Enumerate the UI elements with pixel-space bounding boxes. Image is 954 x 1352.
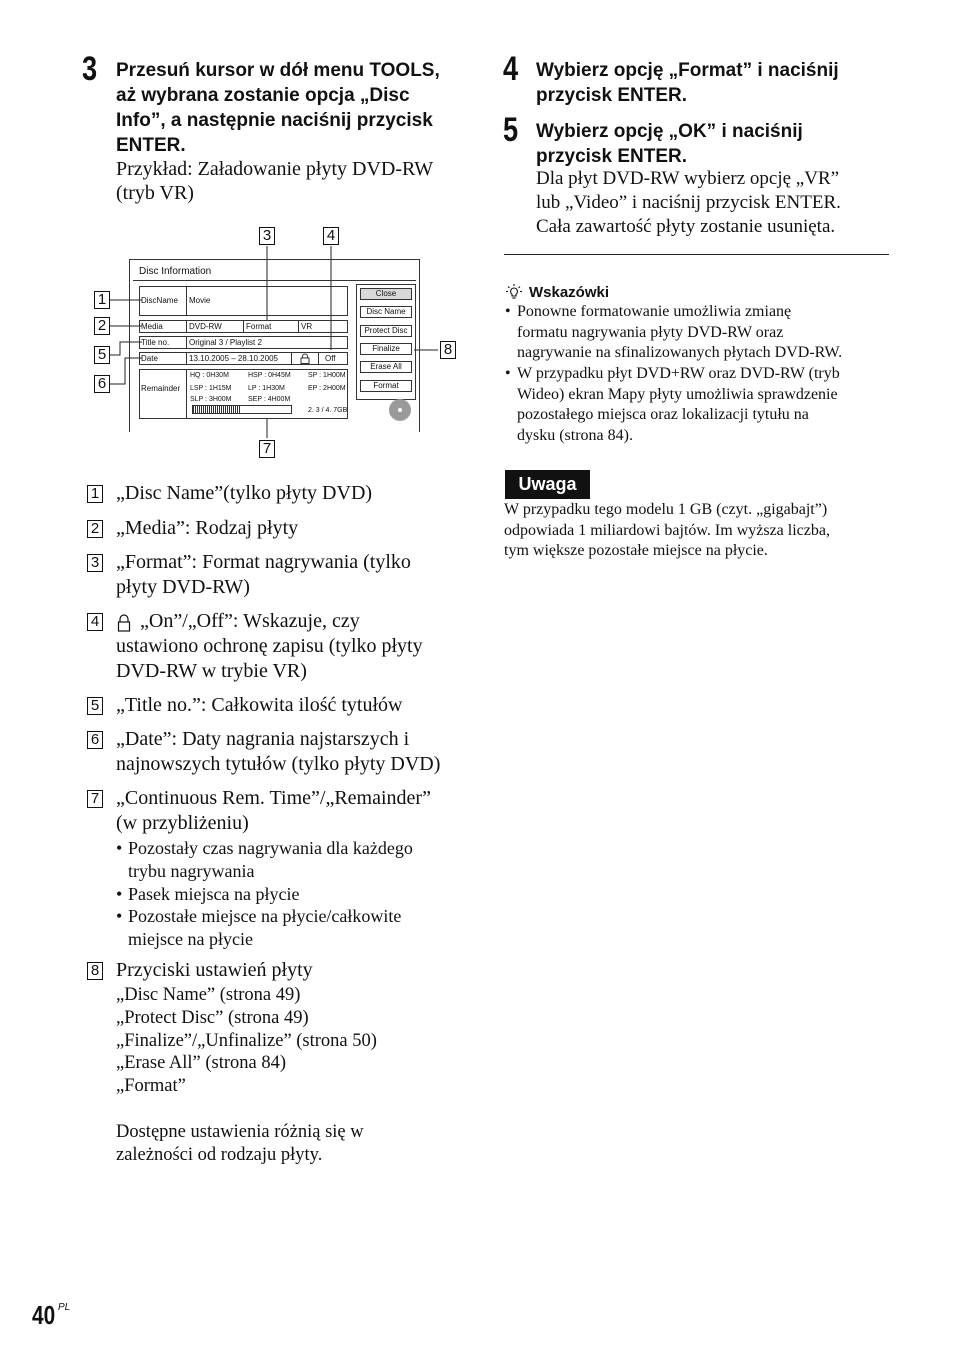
lock-icon	[299, 353, 311, 364]
step-3-number: 3	[82, 50, 98, 88]
titleno-value: Original 3 / Playlist 2	[189, 338, 262, 347]
disc-icon	[389, 399, 411, 421]
tips-title: Wskazówki	[529, 284, 610, 301]
section-divider	[504, 254, 889, 255]
legend-7-bullet: • Pasek miejsca na płycie	[116, 884, 300, 904]
legend-num-3: 3	[87, 554, 103, 572]
legend-7-bullet: • Pozostałe miejsce na płycie/całkowite miejsce na płycie	[116, 906, 402, 949]
note-text: W przypadku tego modelu 1 GB (czyt. „gigabajt”) odpowiada 1 miliardowi bajtów. Im wyższa liczba, tym większe pozostałe miejsce na płycie.	[504, 501, 830, 559]
tip-item: • Ponowne formatowanie umożliwia zmianę formatu nagrywania płyty DVD-RW oraz nagrywanie na sfinalizowanych płytach DVD-RW.	[505, 303, 843, 361]
legend-text-7: „Continuous Rem. Time”/„Remainder” (w przybliżeniu)	[116, 787, 431, 834]
legend-num-7: 7	[87, 790, 103, 808]
screen-title-divider	[133, 280, 416, 281]
format-label: Format	[246, 322, 272, 331]
step-3-heading: Przesuń kursor w dół menu TOOLS, aż wybrana zostanie opcja „Disc Info”, a następnie naciśnij przycisk ENTER.	[116, 60, 440, 156]
callout-1: 1	[94, 291, 110, 309]
rem-hq: HQ : 0H30M	[190, 372, 229, 379]
rem-sp: SP : 1H00M	[308, 372, 346, 379]
legend-8-note: Dostępne ustawienia różnią się w zależności od rodzaju płyty.	[116, 1122, 364, 1165]
remainder-label: Remainder	[141, 384, 181, 393]
step-4-number: 4	[503, 50, 519, 88]
legend-num-6: 6	[87, 731, 103, 749]
legend-text-3: „Format”: Format nagrywania (tylko płyty DVD-RW)	[116, 551, 411, 598]
page-suffix: PL	[58, 1302, 71, 1313]
step-5-heading: Wybierz opcję „OK” i naciśnij przycisk ENTER.	[536, 121, 803, 167]
rem-slp: SLP : 3H00M	[190, 396, 232, 403]
media-label: Media	[141, 322, 163, 331]
discname-label: DiscName	[141, 296, 178, 305]
legend-text-6: „Date”: Daty nagrania najstarszych i najnowszych tytułów (tylko płyty DVD)	[116, 728, 441, 775]
capacity-text: 2. 3 / 4. 7GB	[308, 407, 348, 414]
rem-hsp: HSP : 0H45M	[248, 372, 291, 379]
page-number: 40	[32, 1300, 56, 1330]
legend-num-8: 8	[87, 962, 103, 980]
finalize-button[interactable]: Finalize	[360, 343, 412, 355]
legend-7-bullet: • Pozostały czas nagrywania dla każdego trybu nagrywania	[116, 838, 413, 881]
legend-8-items: „Disc Name” (strona 49) „Protect Disc” (strona 49) „Finalize”/„Unfinalize” (strona 50) „Erase All” (strona 84) „Format”	[116, 985, 377, 1097]
format-button[interactable]: Format	[360, 380, 412, 392]
capacity-bar	[192, 405, 292, 414]
disc-name-button[interactable]: Disc Name	[360, 306, 412, 318]
date-value: 13.10.2005 – 28.10.2005	[189, 354, 278, 363]
legend-text-2: „Media”: Rodzaj płyty	[116, 517, 299, 539]
close-button[interactable]: Close	[360, 288, 412, 300]
callout-6: 6	[94, 375, 110, 393]
note-title: Uwaga	[505, 470, 590, 499]
protect-disc-button[interactable]: Protect Disc	[360, 325, 412, 337]
lightbulb-icon	[505, 283, 523, 301]
callout-8: 8	[440, 341, 456, 359]
legend-text-8: Przyciski ustawień płyty	[116, 959, 313, 981]
legend-text-5: „Title no.”: Całkowita ilość tytułów	[116, 694, 403, 716]
capacity-bar-fill	[193, 406, 241, 413]
step-4-heading: Wybierz opcję „Format” i naciśnij przycisk ENTER.	[536, 60, 839, 106]
callout-3: 3	[259, 227, 275, 245]
step-3-example: Przykład: Załadowanie płyty DVD-RW (tryb VR)	[116, 158, 434, 204]
erase-all-button[interactable]: Erase All	[360, 361, 412, 373]
legend-text-4: „On”/„Off”: Wskazuje, czy ustawiono ochronę zapisu (tylko płyty DVD-RW w trybie VR)	[116, 610, 423, 682]
tip-item: • W przypadku płyt DVD+RW oraz DVD-RW (tryb Wideo) ekran Mapy płyty umożliwia sprawdzenie pozostałego miejsca oraz lokalizacji tytułu na dysku (strona 84).	[505, 365, 840, 444]
format-value: VR	[301, 322, 313, 331]
step-5-body: Dla płyt DVD-RW wybierz opcję „VR” lub „Video” i naciśnij przycisk ENTER. Cała zawartość płyty zostanie usunięta.	[536, 168, 841, 237]
rem-sep: SEP : 4H00M	[248, 396, 291, 403]
legend-num-2: 2	[87, 520, 103, 538]
screen-title: Disc Information	[139, 266, 212, 277]
callout-7: 7	[259, 440, 275, 458]
media-value: DVD-RW	[189, 322, 222, 331]
callout-2: 2	[94, 317, 110, 335]
titleno-label: Title no.	[141, 338, 170, 347]
callout-5: 5	[94, 346, 110, 364]
step-5-number: 5	[503, 111, 519, 149]
date-label: Date	[141, 354, 158, 363]
legend-num-5: 5	[87, 697, 103, 715]
rem-lsp: LSP : 1H15M	[190, 385, 232, 392]
discname-value: Movie	[189, 296, 211, 305]
callout-4: 4	[323, 227, 339, 245]
legend-num-1: 1	[87, 485, 103, 503]
protect-value: Off	[325, 354, 336, 363]
rem-lp: LP : 1H30M	[248, 385, 285, 392]
rem-ep: EP : 2H00M	[308, 385, 346, 392]
legend-text-1: „Disc Name”(tylko płyty DVD)	[116, 482, 373, 504]
legend-num-4: 4	[87, 613, 103, 631]
